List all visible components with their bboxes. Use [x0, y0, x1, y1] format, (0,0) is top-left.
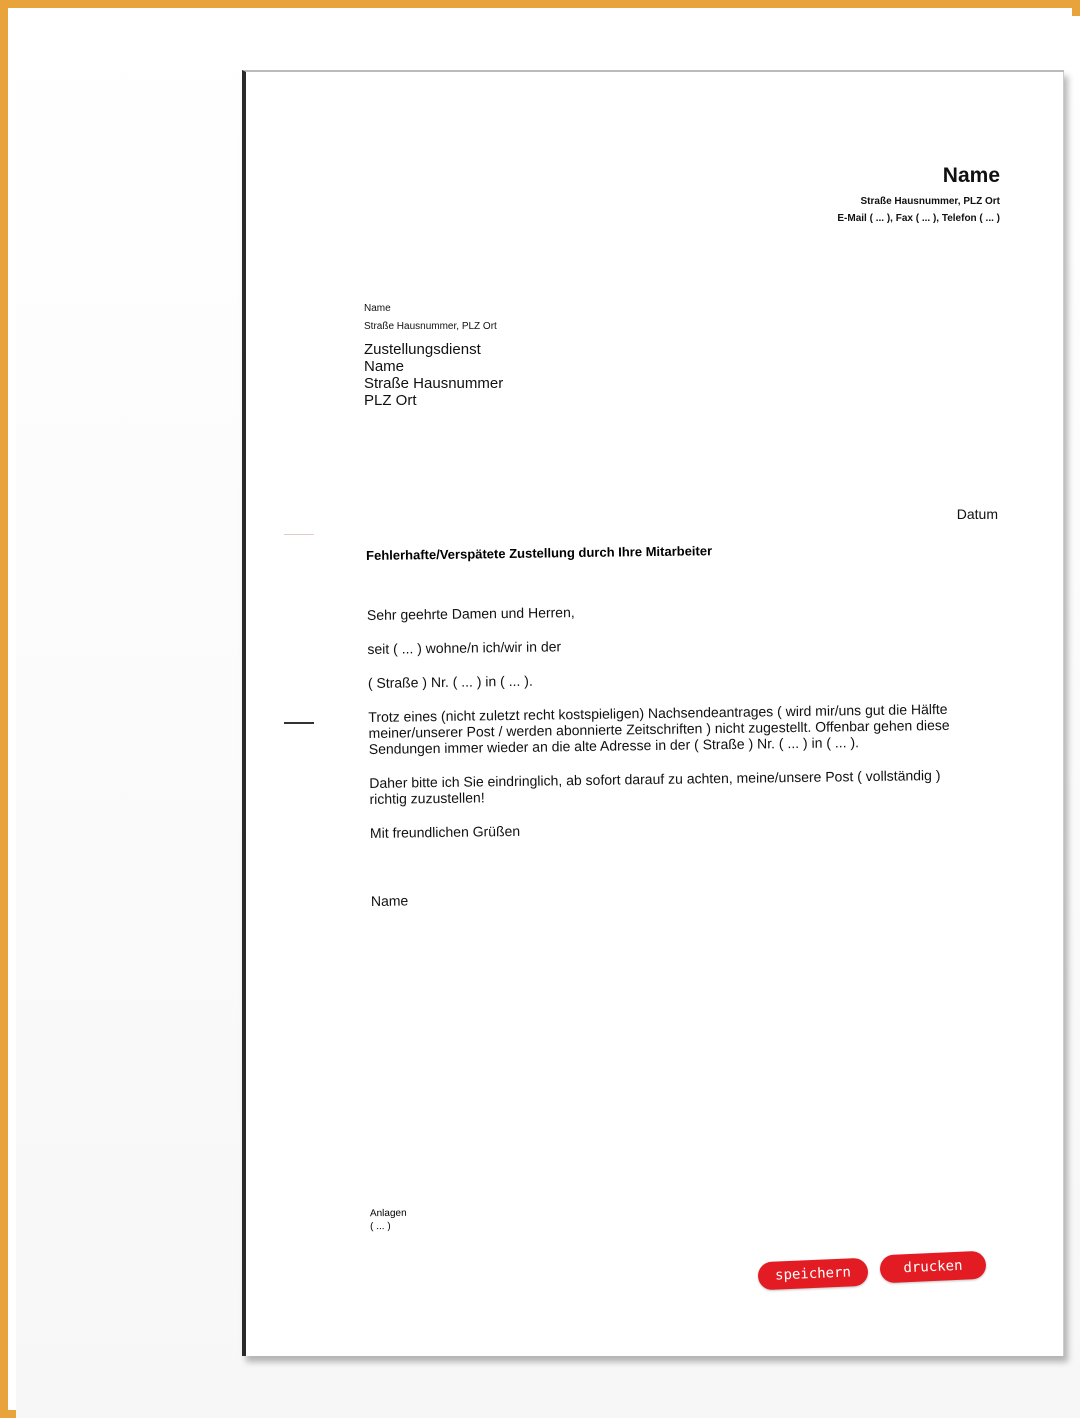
- recipient-block: [364, 341, 503, 409]
- sender-contact: E-Mail ( ... ), Fax ( ... ), Telefon ( ... ): [837, 213, 1000, 224]
- signature-name: Name: [370, 892, 409, 909]
- recipient-line: Straße Hausnummer: [364, 375, 504, 392]
- subject-line: Fehlerhafte/Verspätete Zustellung durch Ihre Mitarbeiter: [366, 543, 713, 563]
- closing: Mit freundlichen Grüßen: [369, 822, 521, 841]
- sender-name: Name: [942, 164, 1000, 187]
- return-address-street: Straße Hausnummer, PLZ Ort: [364, 321, 497, 332]
- body-paragraph: ( Straße ) Nr. ( ... ) in ( ... ).: [367, 672, 533, 691]
- letter-body: [366, 539, 981, 926]
- recipient-line: Name: [364, 358, 405, 375]
- date-label: Datum: [956, 506, 998, 522]
- body-paragraph: Trotz eines (nicht zuletzt recht kostspieligen) Nachsendeantrages ( wird mir/uns gut die Hälfte meiner/unserer Post / werden abonnierte Zeitschriften ) nicht zugestellt. Offenbar gehen diese Sendungen immer wieder an die alte Adresse in der ( Straße ) Nr. ( ... ) in ( ... ).: [368, 700, 950, 757]
- attachments-block: [370, 1207, 407, 1234]
- fold-mark: [284, 534, 314, 535]
- salutation: Sehr geehrte Damen und Herren,: [366, 604, 575, 623]
- sender-address: Straße Hausnummer, PLZ Ort: [860, 196, 1000, 207]
- return-address-name: Name: [364, 303, 391, 314]
- save-button[interactable]: speichern: [757, 1258, 868, 1291]
- body-paragraph: seit ( ... ) wohne/n ich/wir in der: [367, 638, 562, 657]
- punch-mark: [284, 722, 314, 724]
- attachments-value: ( ... ): [370, 1220, 391, 1233]
- recipient-line: Zustellungsdienst: [364, 341, 481, 358]
- document-stage: [16, 16, 1080, 1418]
- body-paragraph: Daher bitte ich Sie eindringlich, ab sofort darauf zu achten, meine/unsere Post ( vollständig ) richtig zuzustellen!: [369, 767, 941, 807]
- letter-page: [242, 70, 1064, 1356]
- attachments-label: Anlagen: [369, 1207, 407, 1220]
- print-button[interactable]: drucken: [879, 1251, 986, 1284]
- recipient-line: PLZ Ort: [364, 392, 417, 409]
